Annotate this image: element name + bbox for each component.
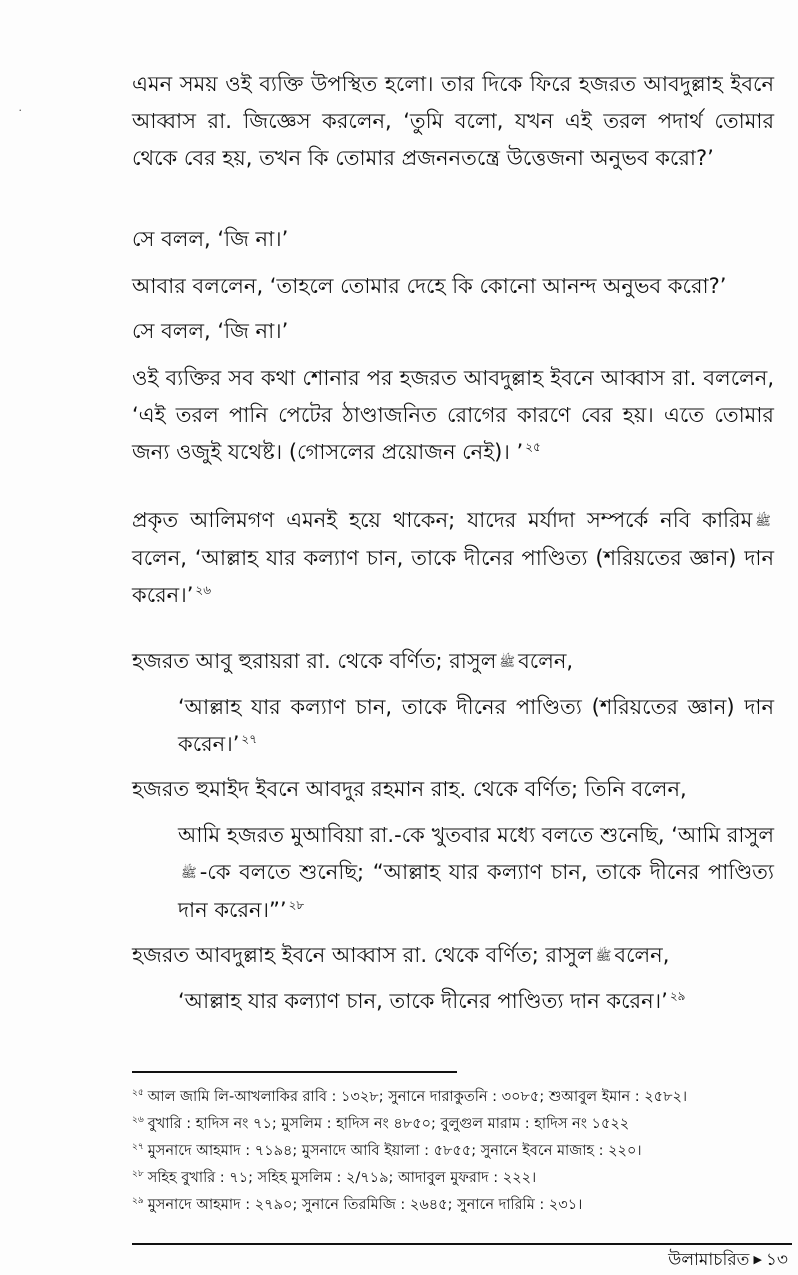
footnote-text: আল জামি লি-আখলাকির রাবি : ১৩২৮; সুনানে দারাকুতনি : ৩০৮৫; শুআবুল ইমান : ২৫৮২। [147,1089,688,1105]
paragraph-1: এমন সময় ওই ব্যক্তি উপস্থিত হলো। তার দিকে ফিরে হজরত আবদুল্লাহ ইবনে আব্বাস রা. জিজ্ঞেস করলেন, ‘তুমি বলো, যখন এই তরল পদার্থ তোমার থেকে বের হয়, তখন কি তোমার প্রজননতন্ত্রে উত্তেজনা অনুভব করো?’ [132,72,774,170]
paragraph-8-text: ‘আল্লাহ যার কল্যাণ চান, তাকে দীনের পাণ্ডিত্য (শরিয়তের জ্ঞান) দান করেন।’ [178,695,774,756]
paragraph-7 [132,643,774,681]
paragraph-3: আবার বললেন, ‘তাহলে তোমার দেহে কি কোনো আনন্দ অনুভব করো?’ [132,274,727,298]
paragraph-10-text-a: আমি হজরত মুআবিয়া রা.-কে খুতবার মধ্যে বলতে শুনেছি, ‘আমি রাসুল [178,823,774,847]
triangle-icon: ▶ [753,1253,762,1266]
footnote-ref-28[interactable]: ২৮ [288,897,305,912]
paragraph-7-text-b: বলেন, [518,649,574,673]
footnote-number: ২৮ [132,1169,144,1180]
paragraph-2: সে বলল, ‘জি না।’ [132,227,289,251]
footnote-number: ২৯ [132,1196,144,1207]
paragraph-4: সে বলল, ‘জি না।’ [132,319,289,343]
paragraph-5-text: ওই ব্যক্তির সব কথা শোনার পর হজরত আবদুল্লাহ ইবনে আব্বাস রা. বললেন, ‘এই তরল পানি পেটের ঠাণ্ডাজনিত রোগের কারণে বের হয়। এতে তোমার জন্য ওজুই যথেষ্ট। (গোসলের প্রয়োজন নেই)। ’ [132,366,774,464]
footnote-25 [132,1084,782,1111]
footnote-separator [132,1071,457,1073]
footnote-text: মুসনাদে আহমাদ : ২৭৯০; সুনানে তিরমিজি : ২৬৪৫; সুনানে দারিমি : ২৩১। [147,1197,583,1213]
paragraph-12-text: ‘আল্লাহ যার কল্যাণ চান, তাকে দীনের পাণ্ডিত্য দান করেন।’ [178,989,668,1013]
salla-honorific-icon: ﷺ [595,948,612,964]
salla-honorific-icon: ﷺ [181,865,197,881]
footnote-text: মুসনাদে আহমাদ : ৭১৯৪; মুসনাদে আবি ইয়ালা : ৫৮৫৫; সুনানে ইবনে মাজাহ : ২২০। [147,1143,642,1159]
footnote-text: সহিহ বুখারি : ৭১; সহিহ মুসলিম : ২/৭১৯; আদাবুল মুফরাদ : ২২২। [147,1170,537,1186]
paragraph-9: হজরত হুমাইদ ইবনে আবদুর রহমান রাহ. থেকে বর্ণিত; তিনি বলেন, [132,777,687,801]
paragraph-11 [132,937,774,975]
page-number: ১৩ [765,1250,788,1270]
paragraph-6-text-b: বলেন, ‘আল্লাহ যার কল্যাণ চান, তাকে দীনের পাণ্ডিত্য (শরিয়তের জ্ঞান) দান করেন।’ [132,545,774,607]
footnote-number: ২৫ [132,1088,144,1099]
paragraph-10-quote [178,817,774,929]
footnote-text: বুখারি : হাদিস নং ৭১; মুসলিম : হাদিস নং ৪৮৫০; বুলুগুল মারাম : হাদিস নং ১৫২২ [147,1116,630,1132]
paragraph-10-text-b: -কে বলতে শুনেছি; “আল্লাহ যার কল্যাণ চান, তাকে দীনের পাণ্ডিত্য দান করেন।”’ [178,860,774,922]
footer-rule [132,1243,792,1245]
paragraph-11-text-b: বলেন, [614,943,670,967]
footnote-ref-27[interactable]: ২৭ [241,732,258,746]
salla-honorific-icon: ﷺ [755,513,771,529]
paragraph-6-text-a: প্রকৃত আলিমগণ এমনই হয়ে থাকেন; যাদের মর্যাদা সম্পর্কে নবি কারিম [132,508,753,532]
paragraph-8-quote [178,689,774,763]
footnote-29 [132,1192,782,1219]
footnote-28 [132,1165,782,1192]
salla-honorific-icon: ﷺ [499,654,516,670]
footnote-ref-26[interactable]: ২৬ [195,582,212,597]
paragraph-5 [132,360,774,471]
paragraph-12-quote [178,983,774,1020]
footnote-number: ২৭ [132,1142,144,1153]
paragraph-6 [132,502,774,614]
paragraph-7-text-a: হজরত আবু হুরায়রা রা. থেকে বর্ণিত; রাসুল [132,649,497,673]
running-footer [668,1248,788,1272]
paragraph-11-text-a: হজরত আবদুল্লাহ ইবনে আব্বাস রা. থেকে বর্ণিত; রাসুল [132,943,593,967]
footnote-ref-29[interactable]: ২৯ [669,989,686,1003]
footnote-26 [132,1111,782,1138]
footnote-27 [132,1138,782,1165]
book-title: উলামাচরিত [668,1250,750,1270]
footnote-ref-25[interactable]: ২৫ [525,440,541,454]
footnote-number: ২৬ [132,1115,144,1126]
